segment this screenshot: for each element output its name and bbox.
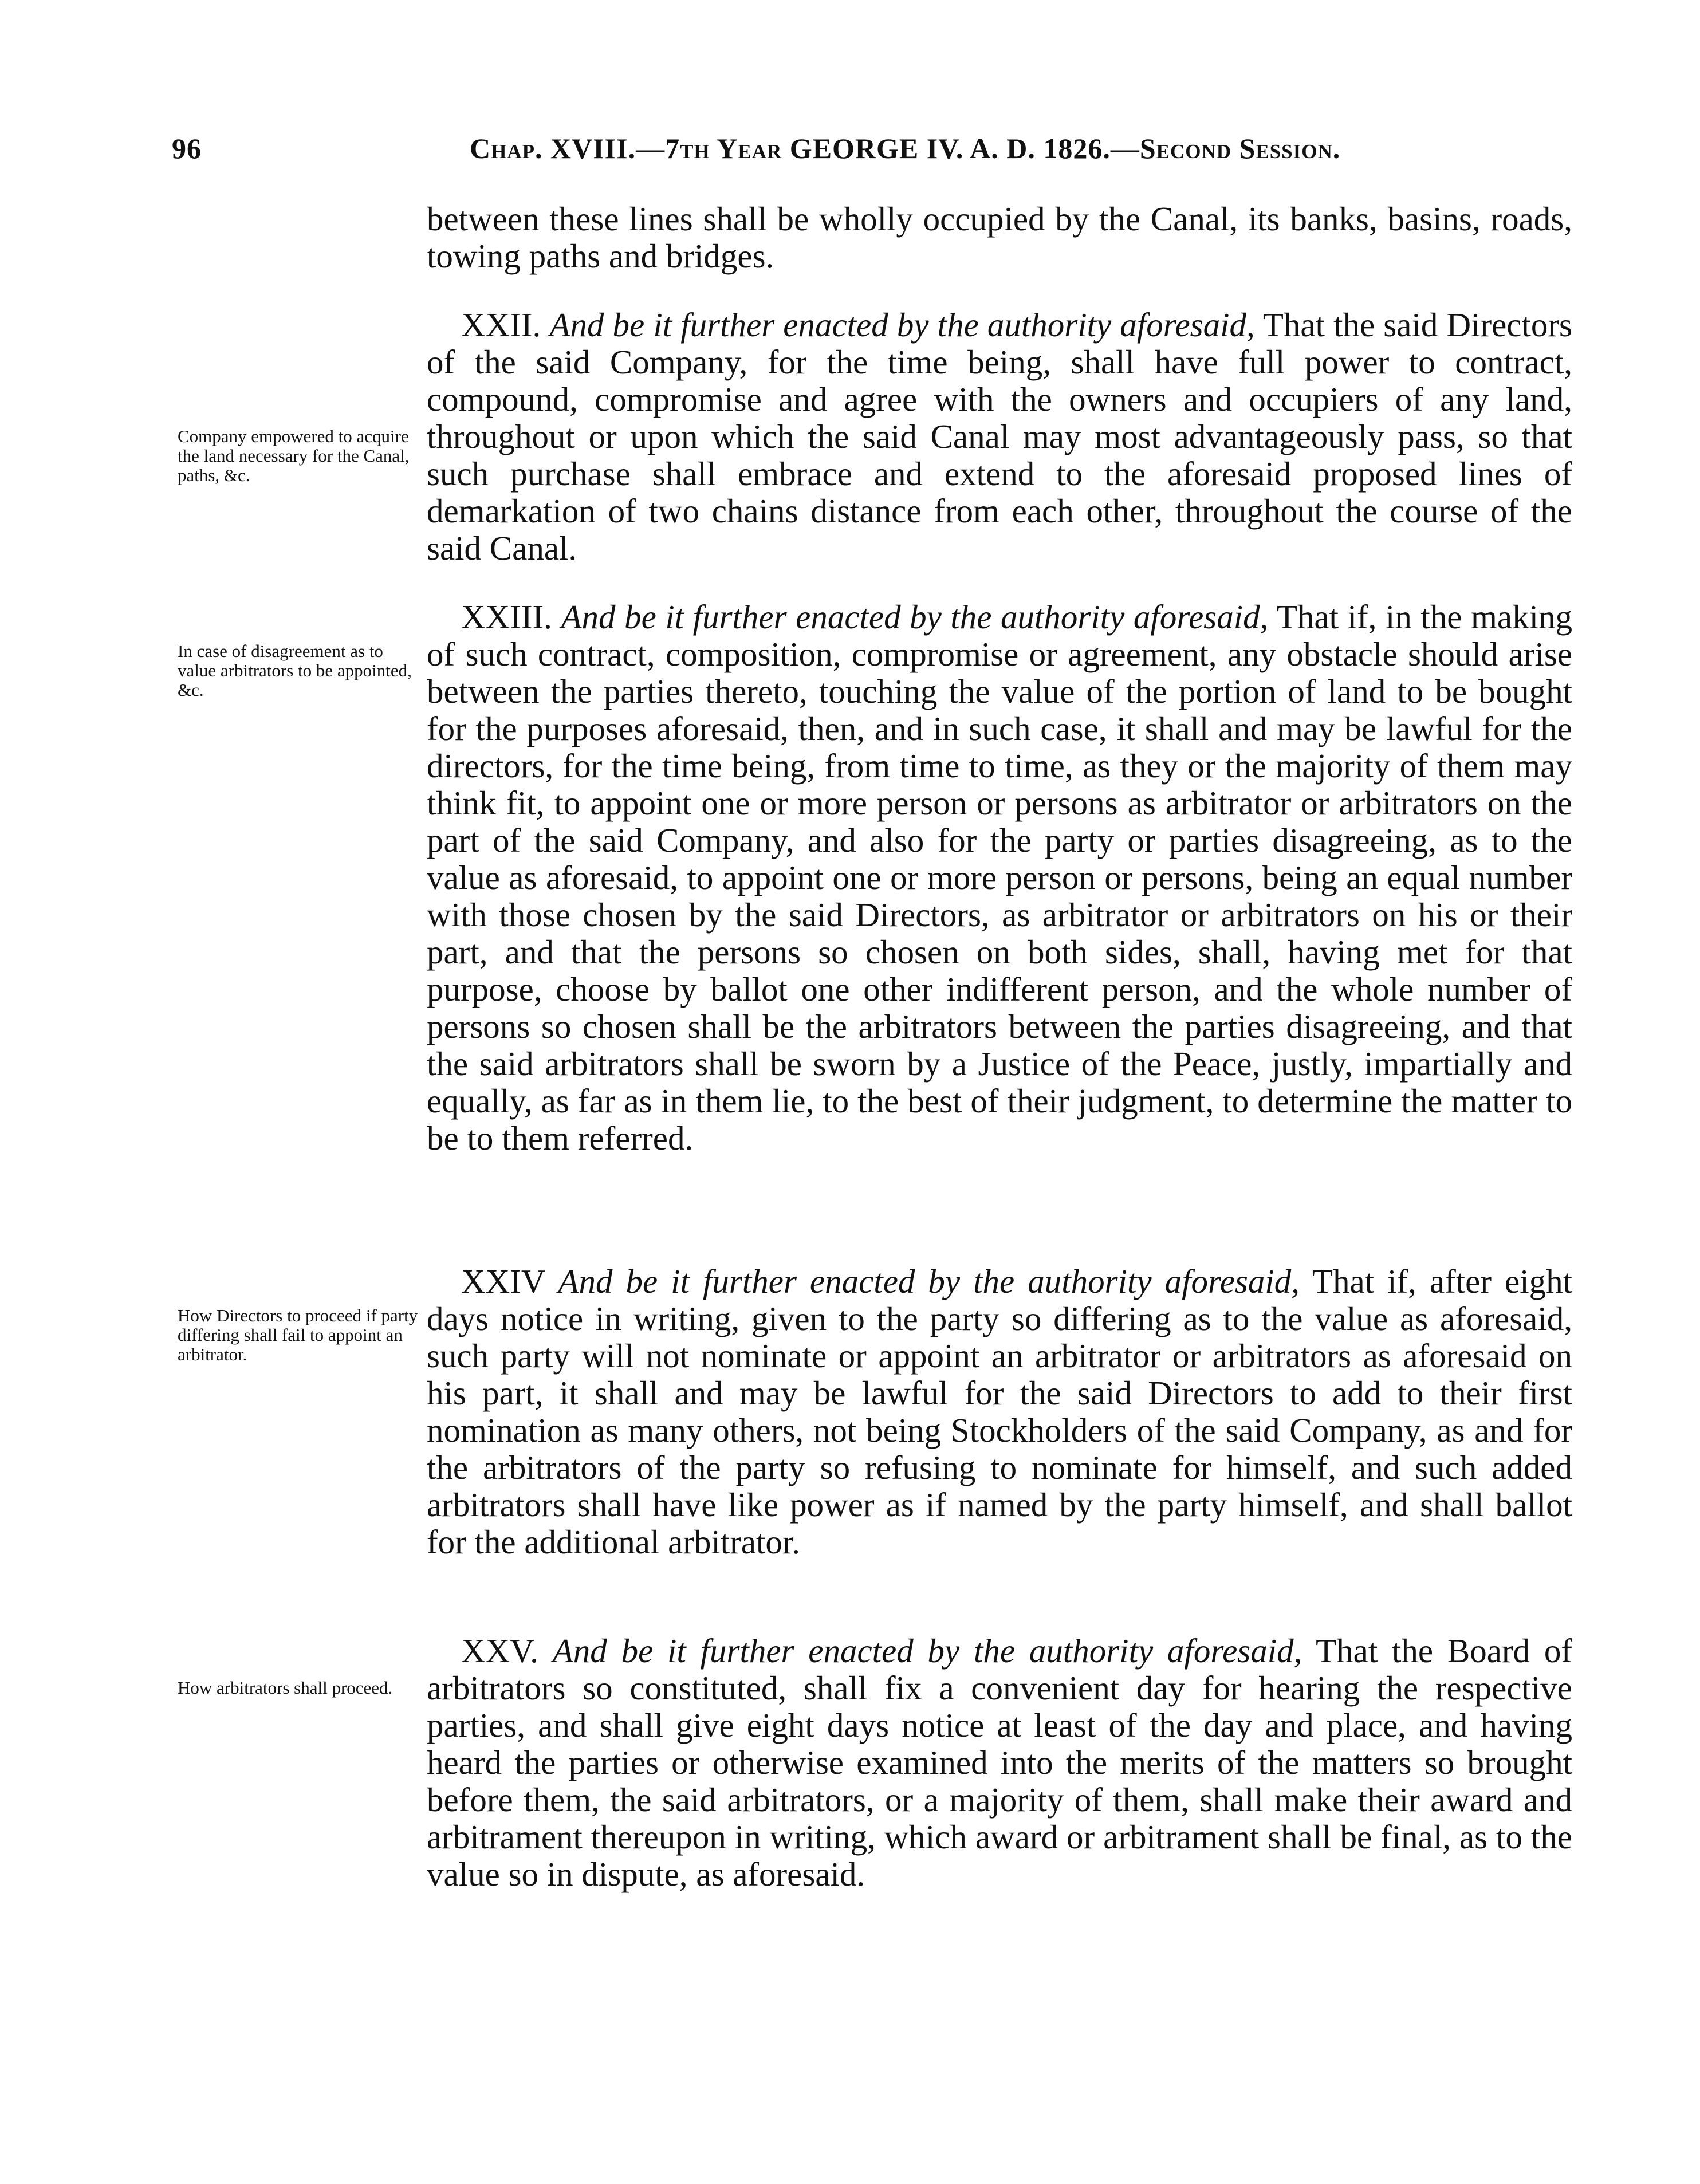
section-xxv xyxy=(427,1632,1572,1893)
margin-note-disagreement: In case of disagreement as to value arbitrators to be appointed, &c. xyxy=(178,641,412,700)
section-body: That if, after eight days notice in writing, given to the party so differing as to the value as aforesaid, such party will not nominate or appoint an arbitrator or arbitrators as aforesaid on his part, it shall and may be lawful for the said Directors to add to their first nomination as many others, not being Stockholders of the said Company, as and for the arbitrators of the party so refusing to nominate for himself, and such added arbitrators shall have like power as if named by the party himself, and shall ballot for the additional arbitrator. xyxy=(427,1262,1573,1561)
section-number: XXII. xyxy=(461,306,541,344)
page-number: 96 xyxy=(172,132,202,164)
section-xxiv xyxy=(427,1263,1572,1561)
enacting-clause: And be it further enacted by the authority aforesaid, xyxy=(552,1632,1302,1670)
section-xxii xyxy=(427,306,1572,567)
enacting-clause: And be it further enacted by the authority aforesaid, xyxy=(558,1262,1300,1300)
paragraph-continuation xyxy=(427,200,1572,275)
section-body: That if, in the making of such contract, composition, compromise or agreement, any obstacle should arise between the parties thereto, touching the value of the portion of land to be bought for the purposes aforesaid, then, and in such case, it shall and may be lawful for the directors, for the time being, from time to time, as they or the majority of them may think fit, to appoint one or more person or persons as arbitrator or arbitrators on the part of the said Company, and also for the party or parties disagreeing, as to the value as aforesaid, to appoint one or more person or persons, being an equal number with those chosen by the said Directors, as arbitrator or arbitrators on his or their part, and that the persons so chosen on both sides, shall, having met for that purpose, choose by ballot one other indifferent person, and the whole number of persons so chosen shall be the arbitrators between the parties disagreeing, and that the said arbitrators shall be sworn by a Justice of the Peace, justly, impartially and equally, as far as in them lie, to the best of their judgment, to determine the matter to be to them referred. xyxy=(427,598,1572,1157)
enacting-clause: And be it further enacted by the authority aforesaid, xyxy=(561,598,1269,636)
section-body: That the said Directors of the said Company, for the time being, shall have full power to contract, compound, compromise and agree with the owners and occupiers of any land, throughout or upon which the said Canal may most advantageously pass, so that such purchase shall embrace and extend to the aforesaid proposed lines of demarkation of two chains distance from each other, throughout the course of the said Canal. xyxy=(427,306,1572,567)
section-number: XXIII. xyxy=(461,598,552,636)
margin-note-company-empowered: Company empowered to acquire the land necessary for the Canal, paths, &c. xyxy=(178,426,410,485)
enacting-clause: And be it further enacted by the authority aforesaid, xyxy=(549,306,1255,344)
section-xxiii xyxy=(427,599,1572,1157)
page-header xyxy=(172,132,1558,178)
section-body: That the Board of arbitrators so constituted, shall fix a convenient day for hearing the respective parties, and shall give eight days notice at least of the day and place, and having heard the parties or otherwise examined into the merits of the matters so brought before them, the said arbitrators, or a majority of them, shall make their award and arbitrament thereupon in writing, which award or arbitrament shall be final, as to the value so in dispute, as aforesaid. xyxy=(427,1632,1572,1893)
section-number: XXIV xyxy=(461,1262,545,1300)
margin-note-directors-proceed: How Directors to proceed if party differing shall fail to appoint an arbitrator. xyxy=(178,1305,418,1364)
running-head xyxy=(470,132,1340,165)
section-number: XXV. xyxy=(461,1632,538,1670)
margin-note-arbitrators-proceed: How arbitrators shall proceed. xyxy=(178,1678,393,1698)
running-head-text: Chap. XVIII.—7th Year GEORGE IV. A. D. 1826.—Second Session. xyxy=(470,132,1341,164)
paragraph-body: between these lines shall be wholly occupied by the Canal, its banks, basins, roads, towing paths and bridges. xyxy=(427,200,1572,275)
